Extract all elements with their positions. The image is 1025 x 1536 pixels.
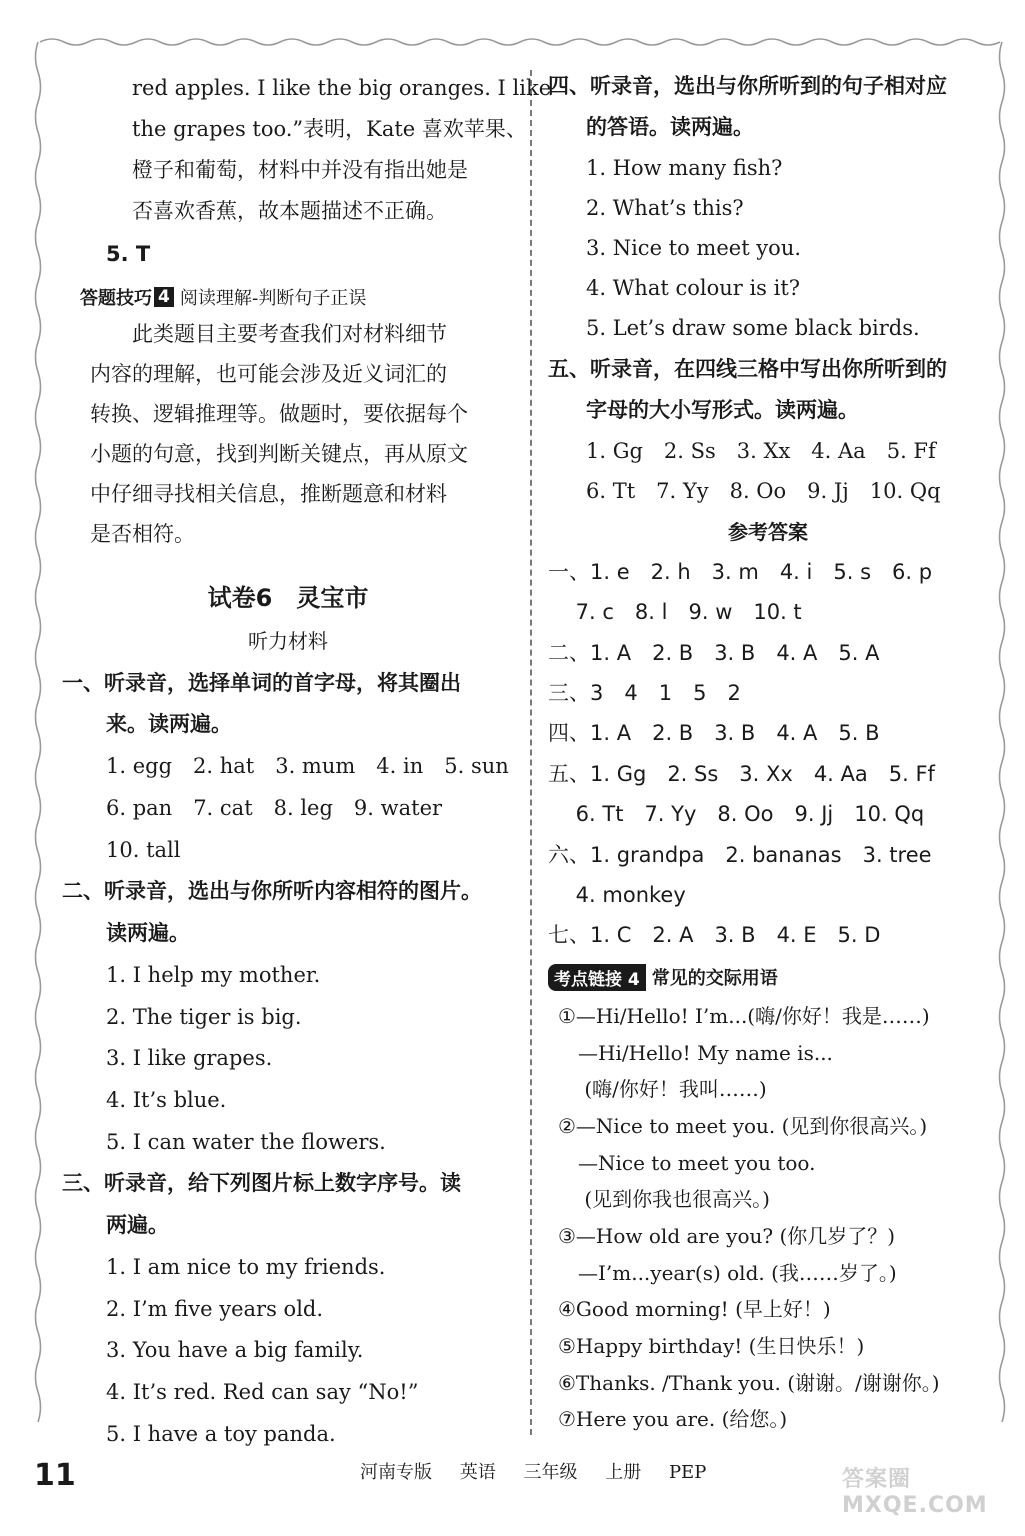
kd-line: ⑦Here you are. (给您。) — [558, 1407, 788, 1431]
section-2-item: 5. I can water the flowers. — [106, 1130, 386, 1154]
kd-bar — [548, 964, 778, 990]
footer-grade: 三年级 — [523, 1462, 578, 1483]
section-4-heading: 四、听录音，选出与你所听到的句子相对应 — [548, 74, 947, 98]
tip-number: 4 — [154, 287, 174, 307]
column-divider — [530, 70, 532, 1435]
kd-line: —Hi/Hello! My name is... — [558, 1041, 833, 1065]
kd-title: 常见的交际用语 — [651, 968, 778, 989]
section-1-item: 6. pan 7. cat 8. leg 9. water — [106, 796, 443, 820]
answer-line: 一、1. e 2. h 3. m 4. i 5. s 6. p — [548, 560, 933, 584]
kd-line: ③—How old are you? (你几岁了？) — [558, 1224, 896, 1248]
answer-line: 6. Tt 7. Yy 8. Oo 9. Jj 10. Qq — [548, 802, 925, 826]
cont-line: red apples. I like the big oranges. I like — [132, 76, 552, 100]
answer-line: 五、1. Gg 2. Ss 3. Xx 4. Aa 5. Ff — [548, 762, 935, 786]
section-3-item: 5. I have a toy panda. — [106, 1422, 336, 1446]
answer-line: 7. c 8. l 9. w 10. t — [548, 600, 802, 624]
watermark-logo: 答案圈 MXQE.COM — [842, 1467, 988, 1518]
tip-line: 是否相符。 — [90, 522, 195, 546]
section-4-item: 5. Let’s draw some black birds. — [586, 316, 920, 340]
listening-title: 听力材料 — [248, 629, 328, 653]
kd-line: ②—Nice to meet you. (见到你很高兴。) — [558, 1114, 928, 1138]
page-number: 11 — [34, 1458, 76, 1493]
footer-edition: 河南专版 — [360, 1462, 432, 1483]
paper-title: 试卷6 灵宝市 — [207, 584, 369, 612]
cont-line: the grapes too.”表明，Kate 喜欢苹果、 — [132, 117, 527, 141]
kd-line: ⑤Happy birthday! (生日快乐！) — [558, 1334, 865, 1358]
answer-line: 4. monkey — [548, 883, 686, 907]
answers-title: 参考答案 — [728, 520, 808, 544]
section-4-item: 3. Nice to meet you. — [586, 236, 802, 260]
section-3-item: 4. It’s red. Red can say “No!” — [106, 1380, 419, 1404]
section-1-item: 10. tall — [106, 838, 181, 862]
section-2-heading: 二、听录音，选出与你所听内容相符的图片。 — [62, 879, 482, 903]
section-3-item: 3. You have a big family. — [106, 1338, 364, 1362]
kd-line: (见到你我也很高兴。) — [558, 1187, 770, 1211]
section-1-heading: 一、听录音，选择单词的首字母，将其圈出 — [62, 671, 461, 695]
answer-line: 二、1. A 2. B 3. B 4. A 5. A — [548, 641, 880, 665]
answer-line: 六、1. grandpa 2. bananas 3. tree — [548, 843, 932, 867]
section-2-item: 4. It’s blue. — [106, 1088, 227, 1112]
tip-label: 答题技巧 4 — [80, 284, 174, 310]
tip-line: 小题的句意，找到判断关键点，再从原文 — [90, 442, 468, 466]
kd-line: —I’m...year(s) old. (我……岁了。) — [558, 1261, 897, 1285]
section-2-item: 3. I like grapes. — [106, 1046, 273, 1070]
footer-info — [360, 1458, 728, 1484]
section-1-item: 1. egg 2. hat 3. mum 4. in 5. sun — [106, 754, 509, 778]
section-1-heading: 来。读两遍。 — [106, 712, 232, 736]
section-4-item: 1. How many fish? — [586, 156, 783, 180]
kd-line: ⑥Thanks. /Thank you. (谢谢。/谢谢你。) — [558, 1371, 940, 1395]
answer-line: 七、1. C 2. A 3. B 4. E 5. D — [548, 923, 881, 947]
kd-label: 考点链接 4 — [548, 964, 646, 991]
section-4-item: 4. What colour is it? — [586, 276, 801, 300]
section-4-item: 2. What’s this? — [586, 196, 744, 220]
tip-bar — [80, 284, 366, 310]
section-5-item: 1. Gg 2. Ss 3. Xx 4. Aa 5. Ff — [586, 439, 936, 463]
section-5-heading: 字母的大小写形式。读两遍。 — [586, 398, 859, 422]
kd-line: ①—Hi/Hello! I’m...(嗨/你好！我是……) — [558, 1004, 930, 1028]
footer-version: PEP — [668, 1462, 707, 1483]
tip-line: 中仔细寻找相关信息，推断题意和材料 — [90, 482, 447, 506]
section-2-item: 1. I help my mother. — [106, 963, 321, 987]
answer-line: 三、3 4 1 5 2 — [548, 681, 741, 705]
tip-title: 阅读理解-判断句子正误 — [179, 288, 367, 309]
footer-volume: 上册 — [605, 1462, 642, 1483]
kd-number: 4 — [627, 969, 640, 990]
footer-subject: 英语 — [459, 1462, 496, 1483]
section-5-item: 6. Tt 7. Yy 8. Oo 9. Jj 10. Qq — [586, 479, 941, 503]
section-5-heading: 五、听录音，在四线三格中写出你所听到的 — [548, 357, 947, 381]
kd-line: (嗨/你好！我叫……) — [558, 1077, 767, 1101]
answer-item-5: 5. T — [106, 242, 151, 266]
cont-line: 否喜欢香蕉，故本题描述不正确。 — [132, 199, 447, 223]
section-3-heading: 三、听录音，给下列图片标上数字序号。读 — [62, 1171, 461, 1195]
tip-line: 转换、逻辑推理等。做题时，要依据每个 — [90, 402, 468, 426]
tip-line: 内容的理解，也可能会涉及近义词汇的 — [90, 362, 447, 386]
answer-line: 四、1. A 2. B 3. B 4. A 5. B — [548, 721, 880, 745]
section-3-heading: 两遍。 — [106, 1213, 169, 1237]
tip-line: 此类题目主要考查我们对材料细节 — [132, 322, 447, 346]
section-4-heading: 的答语。读两遍。 — [586, 115, 754, 139]
section-2-heading: 读两遍。 — [106, 921, 190, 945]
cont-line: 橙子和葡萄，材料中并没有指出她是 — [132, 158, 468, 182]
section-3-item: 2. I’m five years old. — [106, 1297, 324, 1321]
section-2-item: 2. The tiger is big. — [106, 1005, 302, 1029]
kd-line: ④Good morning! (早上好！) — [558, 1297, 831, 1321]
section-3-item: 1. I am nice to my friends. — [106, 1255, 386, 1279]
kd-line: —Nice to meet you too. — [558, 1151, 816, 1175]
